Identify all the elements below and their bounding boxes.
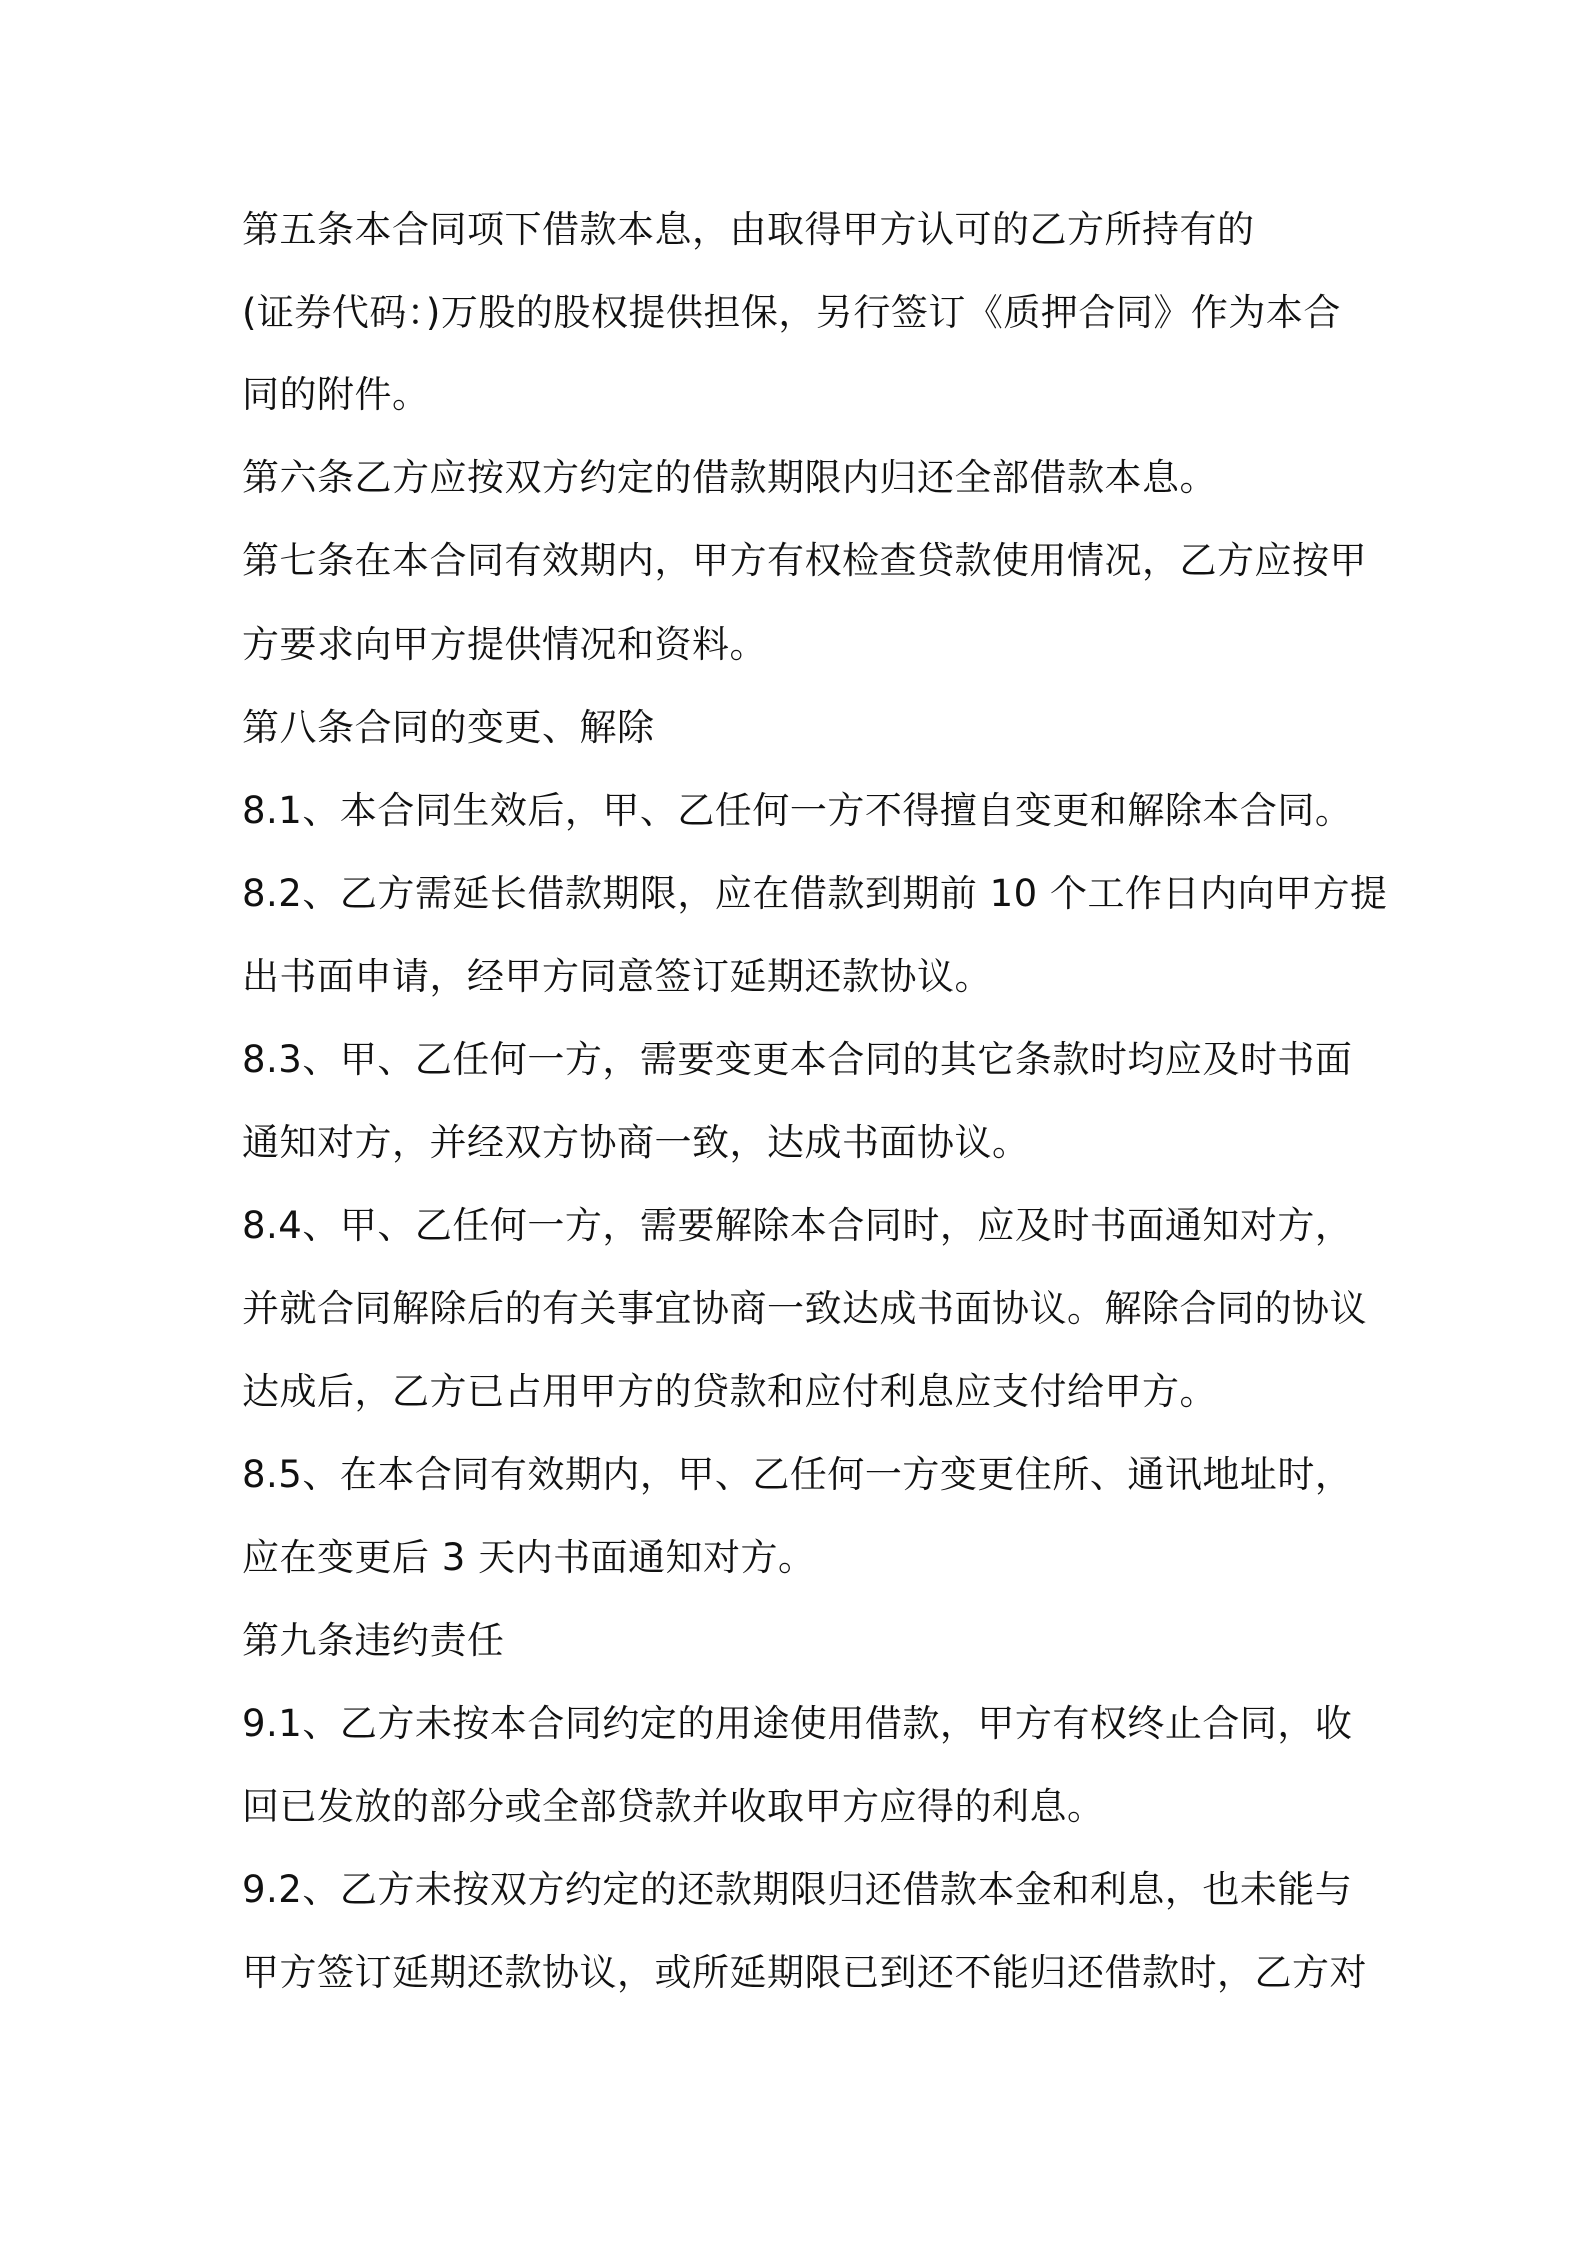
line-clause-9-1-a: 9.1、乙方未按本合同约定的用途使用借款，甲方有权终止合同，收	[242, 1702, 1353, 1745]
line-clause-8-5-b: 应在变更后 3 天内书面通知对方。	[242, 1536, 816, 1579]
line-clause-9-2-b: 甲方签订延期还款协议，或所延期限已到还不能归还借款时，乙方对	[242, 1951, 1367, 1994]
line-clause-9-2-a: 9.2、乙方未按双方约定的还款期限归还借款本金和利息，也未能与	[242, 1868, 1353, 1911]
line-article-7-a: 第七条在本合同有效期内，甲方有权检查贷款使用情况，乙方应按甲	[242, 539, 1367, 582]
line-clause-8-3-b: 通知对方，并经双方协商一致，达成书面协议。	[242, 1121, 1030, 1164]
line-article-5-b: (证券代码：)万股的股权提供担保，另行签订《质押合同》作为本合	[242, 291, 1341, 334]
line-article-5-c: 同的附件。	[242, 373, 430, 416]
line-clause-8-5-a: 8.5、在本合同有效期内，甲、乙任何一方变更住所、通讯地址时，	[242, 1453, 1353, 1496]
line-clause-8-4-a: 8.4、甲、乙任何一方，需要解除本合同时，应及时书面通知对方，	[242, 1204, 1353, 1247]
line-article-9-heading: 第九条违约责任	[242, 1619, 505, 1662]
line-article-5-a: 第五条本合同项下借款本息，由取得甲方认可的乙方所持有的	[242, 208, 1255, 251]
line-article-8-heading: 第八条合同的变更、解除	[242, 706, 655, 749]
line-clause-8-2-a: 8.2、乙方需延长借款期限，应在借款到期前 10 个工作日内向甲方提	[242, 872, 1388, 915]
line-clause-8-1: 8.1、本合同生效后，甲、乙任何一方不得擅自变更和解除本合同。	[242, 789, 1353, 832]
line-article-6: 第六条乙方应按双方约定的借款期限内归还全部借款本息。	[242, 456, 1217, 499]
line-clause-9-1-b: 回已发放的部分或全部贷款并收取甲方应得的利息。	[242, 1785, 1105, 1828]
line-clause-8-2-b: 出书面申请，经甲方同意签订延期还款协议。	[242, 955, 992, 998]
line-clause-8-3-a: 8.3、甲、乙任何一方，需要变更本合同的其它条款时均应及时书面	[242, 1038, 1353, 1081]
line-article-7-b: 方要求向甲方提供情况和资料。	[242, 623, 767, 666]
line-clause-8-4-b: 并就合同解除后的有关事宜协商一致达成书面协议。解除合同的协议	[242, 1287, 1367, 1330]
line-clause-8-4-c: 达成后，乙方已占用甲方的贷款和应付利息应支付给甲方。	[242, 1370, 1217, 1413]
